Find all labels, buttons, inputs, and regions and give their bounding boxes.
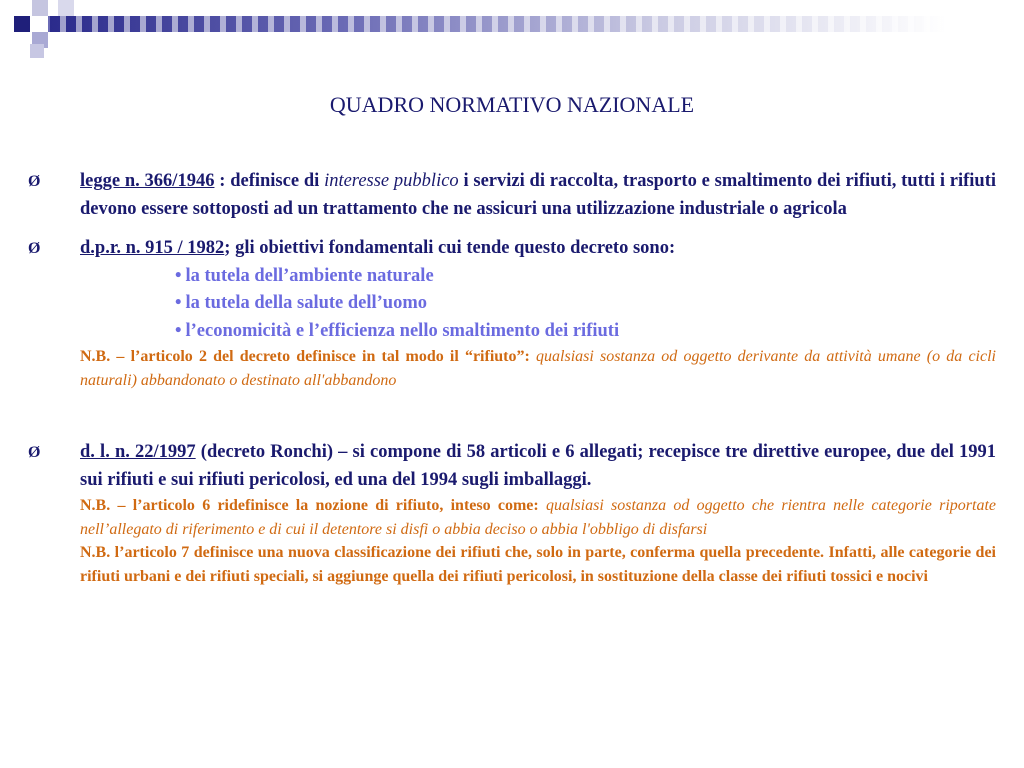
dot-bullet-icon: • <box>175 293 182 313</box>
bullet-item-dl-1997 <box>28 439 996 588</box>
sub-list-item: • la tutela della salute dell’uomo <box>175 293 428 313</box>
item-emphasis: interesse pubblico <box>324 171 459 191</box>
slide-content <box>28 168 996 588</box>
dot-bullet-icon: • <box>175 265 182 286</box>
item-text: i servizi di raccolta, trasporto e smaltimento dei rifiuti, tutti i rifiuti devono essere sottoposti ad un trattamento che ne assicuri una utilizzazione industriale o agricola <box>80 171 996 219</box>
note-article-7: N.B. l’articolo 7 definisce una nuova classificazione dei rifiuti che, solo in parte, conferma quella precedente. Infatti, alle categorie dei rifiuti urbani e dei rifiuti speciali, si aggiunge quella dei rifiuti pericolosi, in sostituzione della classe dei rifiuti tossici e nocivi <box>80 544 996 585</box>
header-band-pattern <box>50 16 1024 32</box>
sub-list-item: • l’economicità e l’efficienza nello smaltimento dei rifiuti <box>175 320 620 341</box>
slide-title: QUADRO NORMATIVO NAZIONALE <box>329 92 695 117</box>
law-reference: legge n. 366/1946 <box>80 171 215 191</box>
note-article-2: N.B. – l’articolo 2 del decreto definisce in tal modo il “rifiuto”: qualsiasi sostanza od oggetto derivante da attività umane (o da cicli naturali) abbandonato o destinato all'abbandono <box>80 348 996 389</box>
item-text: (decreto Ronchi) – si compone di 58 articoli e 6 allegati; recepisce tre direttive europee, due del 1991 sui rifiuti e sui rifiuti pericolosi, ed una del 1994 sugli imballaggi. <box>80 442 996 490</box>
item-text: ; gli obiettivi fondamentali cui tende questo decreto sono: <box>224 238 676 258</box>
sub-list-item: • la tutela dell’ambiente naturale <box>175 265 434 286</box>
arrow-bullet-icon: Ø <box>28 173 41 190</box>
bullet-item-legge-1946 <box>28 168 996 223</box>
law-reference: d. l. n. 22/1997 <box>80 442 196 462</box>
dot-bullet-icon: • <box>175 320 182 341</box>
note-article-6: N.B. – l’articolo 6 ridefinisce la nozione di rifiuto, inteso come: qualsiasi sostanza od oggetto che rientra nelle categorie riportate nell’allegato di riferimento e di cui il detentore si disfi o abbia deciso o abbia l'obbligo di disfarsi <box>80 497 996 538</box>
arrow-bullet-icon: Ø <box>28 240 41 257</box>
arrow-bullet-icon: Ø <box>28 444 41 461</box>
header-squares-decoration <box>0 0 80 64</box>
law-reference: d.p.r. n. 915 / 1982 <box>80 238 225 258</box>
item-text: : definisce di <box>214 171 325 191</box>
bullet-item-dpr-1982 <box>28 235 996 392</box>
